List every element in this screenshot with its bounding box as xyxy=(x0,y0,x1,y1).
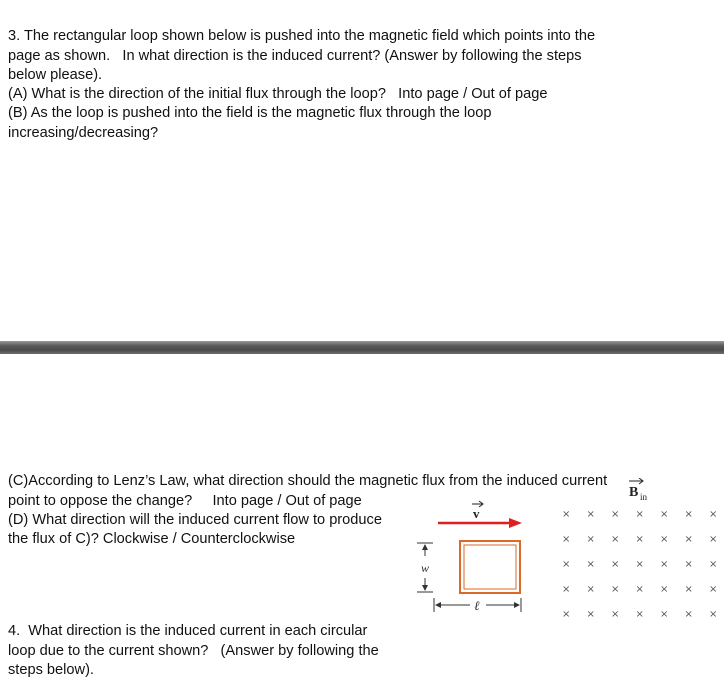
q3-line-2: page as shown. In what direction is the induced current? (Answer by following the steps xyxy=(8,47,582,64)
width-label: w xyxy=(421,561,430,575)
field-marker: × xyxy=(635,584,644,595)
question-4-text xyxy=(8,603,408,680)
field-marker: × xyxy=(611,559,620,570)
field-marker: × xyxy=(709,509,718,520)
field-marker: × xyxy=(562,509,571,520)
length-label: ℓ xyxy=(474,598,480,613)
q3-part-a: (A) What is the direction of the initial flux through the loop? Into page / Out of page xyxy=(8,86,548,103)
field-marker: × xyxy=(660,534,669,545)
field-marker: × xyxy=(562,609,571,620)
field-marker: × xyxy=(635,609,644,620)
velocity-arrow xyxy=(438,501,522,528)
width-dimension xyxy=(417,543,433,592)
field-marker: × xyxy=(709,609,718,620)
field-marker: × xyxy=(660,584,669,595)
field-marker: × xyxy=(684,509,693,520)
field-marker: × xyxy=(562,584,571,595)
field-marker: × xyxy=(611,534,620,545)
q3-part-b-line-1: (B) As the loop is pushed into the field is the magnetic flux through the loop xyxy=(8,105,492,122)
field-marker: × xyxy=(660,559,669,570)
field-marker: × xyxy=(562,559,571,570)
field-marker: × xyxy=(635,534,644,545)
part-c-line-2: point to oppose the change? Into page / Out of page xyxy=(8,492,362,509)
field-marker: × xyxy=(684,609,693,620)
part-d-line-1: (D) What direction will the induced current flow to produce xyxy=(8,511,382,528)
q3-line-1: 3. The rectangular loop shown below is pushed into the magnetic field which points into the xyxy=(8,28,596,45)
field-label-b: B xyxy=(629,485,639,500)
field-marker: × xyxy=(660,609,669,620)
field-marker: × xyxy=(586,509,595,520)
field-marker: × xyxy=(611,584,620,595)
field-marker: × xyxy=(684,559,693,570)
field-marker: × xyxy=(684,584,693,595)
q4-line-2: loop due to the current shown? (Answer by following the xyxy=(8,642,379,659)
field-marker: × xyxy=(660,509,669,520)
magnetic-field-markers xyxy=(562,509,717,620)
q3-line-3: below please). xyxy=(8,66,103,83)
field-marker: × xyxy=(709,534,718,545)
field-marker: × xyxy=(684,534,693,545)
field-label-subscript: in xyxy=(640,492,648,502)
field-marker: × xyxy=(562,534,571,545)
q4-line-1: 4. What direction is the induced current in each circular xyxy=(8,623,368,640)
field-marker: × xyxy=(635,509,644,520)
field-marker: × xyxy=(709,584,718,595)
rectangular-loop xyxy=(460,541,520,593)
field-marker: × xyxy=(586,584,595,595)
field-marker: × xyxy=(709,559,718,570)
field-marker: × xyxy=(586,534,595,545)
q3-part-b-line-2: increasing/decreasing? xyxy=(8,124,159,141)
loop-in-field-figure xyxy=(400,478,724,638)
part-c-line-1: (C)According to Lenz’s Law, what direction should the magnetic flux from the induced current xyxy=(8,473,608,490)
field-marker: × xyxy=(611,609,620,620)
field-marker: × xyxy=(635,559,644,570)
q4-line-3: steps below). xyxy=(8,661,94,678)
length-dimension xyxy=(434,598,521,613)
question-3-text xyxy=(8,8,618,143)
field-label xyxy=(629,478,648,502)
page-divider xyxy=(0,341,724,354)
part-d-line-2: the flux of C)? Clockwise / Counterclockwise xyxy=(8,531,296,548)
field-marker: × xyxy=(586,609,595,620)
velocity-label: v xyxy=(473,506,480,521)
field-marker: × xyxy=(611,509,620,520)
field-marker: × xyxy=(586,559,595,570)
